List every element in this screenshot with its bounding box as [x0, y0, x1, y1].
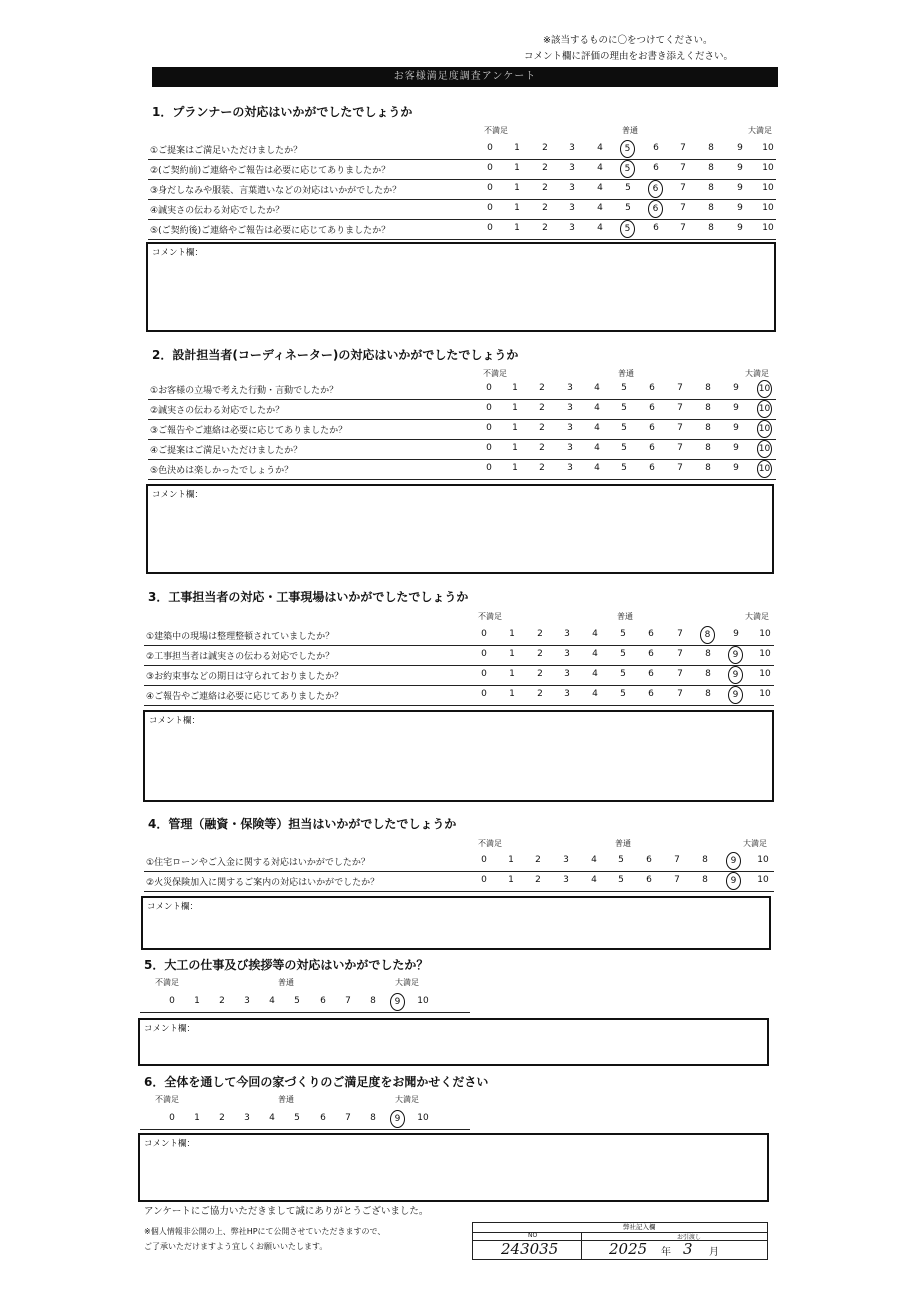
- section-title: 1．プランナーの対応はいかがでしたでしょうか: [152, 105, 413, 119]
- rating-option[interactable]: 6: [646, 875, 652, 885]
- survey-title: お客様満足度調査アンケート: [152, 67, 778, 87]
- rating-option[interactable]: 8: [702, 855, 708, 865]
- rating-option[interactable]: 1: [194, 996, 200, 1006]
- scale-label-mid: 普通: [278, 978, 294, 987]
- rating-option[interactable]: 9: [733, 403, 739, 413]
- rating-option-selected[interactable]: 10: [757, 420, 772, 438]
- question-text: ②誠実さの伝わる対応でしたか？: [150, 406, 285, 416]
- office-use-header: 弊社記入欄: [623, 1223, 656, 1231]
- rating-option-selected[interactable]: 6: [648, 180, 663, 198]
- rating-option[interactable]: 0: [486, 403, 492, 413]
- question-text: ④誠実さの伝わる対応でしたか？: [150, 206, 285, 216]
- rating-option[interactable]: 10: [757, 855, 769, 865]
- rating-option[interactable]: 7: [677, 443, 683, 453]
- rating-option[interactable]: 10: [759, 629, 771, 639]
- rating-option[interactable]: 8: [705, 689, 711, 699]
- rating-option[interactable]: 4: [597, 183, 603, 193]
- handover-year: 2025: [609, 1240, 648, 1258]
- rating-option[interactable]: 4: [594, 443, 600, 453]
- rating-option[interactable]: 2: [535, 855, 541, 865]
- privacy-note-1: ※個人情報非公開の上、弊社HPにて公開させていただきますので、: [144, 1227, 386, 1236]
- rating-option[interactable]: 5: [618, 855, 624, 865]
- question-row: [148, 400, 776, 420]
- rating-option[interactable]: 5: [625, 203, 631, 213]
- rating-option[interactable]: 3: [567, 383, 573, 393]
- rating-option[interactable]: 4: [594, 383, 600, 393]
- rating-option[interactable]: 3: [567, 403, 573, 413]
- rating-option[interactable]: 10: [762, 143, 774, 153]
- rating-option-selected[interactable]: 9: [390, 993, 405, 1011]
- rating-option[interactable]: 6: [649, 403, 655, 413]
- rating-option[interactable]: 4: [594, 423, 600, 433]
- rating-option-selected[interactable]: 10: [757, 460, 772, 478]
- rating-option[interactable]: 6: [653, 163, 659, 173]
- rating-option[interactable]: 7: [680, 143, 686, 153]
- rating-option[interactable]: 3: [567, 423, 573, 433]
- rating-option[interactable]: 3: [567, 463, 573, 473]
- rating-option[interactable]: 0: [487, 143, 493, 153]
- scale-label-high: 大満足: [743, 839, 767, 848]
- scale-label-high: 大満足: [748, 126, 772, 135]
- rating-option[interactable]: 1: [509, 629, 515, 639]
- rating-option[interactable]: 3: [244, 996, 250, 1006]
- rating-option[interactable]: 0: [487, 203, 493, 213]
- rating-option[interactable]: 5: [621, 463, 627, 473]
- rating-option[interactable]: 1: [514, 223, 520, 233]
- rating-option[interactable]: 3: [567, 443, 573, 453]
- rating-option[interactable]: 1: [509, 669, 515, 679]
- question-row: [144, 852, 774, 872]
- rating-option[interactable]: 7: [674, 855, 680, 865]
- rating-option[interactable]: 10: [759, 669, 771, 679]
- rating-option[interactable]: 0: [486, 383, 492, 393]
- rating-option[interactable]: 2: [542, 143, 548, 153]
- rating-option[interactable]: 8: [705, 649, 711, 659]
- rating-option[interactable]: 5: [625, 183, 631, 193]
- rating-option[interactable]: 7: [680, 223, 686, 233]
- question-text: ①お客様の立場で考えた行動・言動でしたか？: [150, 386, 339, 396]
- rating-option[interactable]: 1: [514, 163, 520, 173]
- rating-option[interactable]: 9: [733, 463, 739, 473]
- rating-option[interactable]: 4: [591, 855, 597, 865]
- question-row: [144, 666, 774, 686]
- rating-option[interactable]: 8: [708, 183, 714, 193]
- rating-option[interactable]: 5: [620, 649, 626, 659]
- question-text: ④ご報告やご連絡は必要に応じてありましたか？: [146, 692, 344, 702]
- rating-option[interactable]: 9: [737, 183, 743, 193]
- question-text: ⑤色決めは楽しかったでしょうか？: [150, 466, 294, 476]
- rating-option[interactable]: 0: [487, 183, 493, 193]
- comment-label: コメント欄：: [144, 1024, 196, 1034]
- comment-box[interactable]: [146, 242, 776, 332]
- scale-label-mid: 普通: [615, 839, 631, 848]
- rating-option[interactable]: 5: [621, 423, 627, 433]
- rating-option[interactable]: 8: [708, 203, 714, 213]
- rating-option[interactable]: 7: [680, 183, 686, 193]
- scale-label-low: 不満足: [478, 839, 502, 848]
- question-row: [144, 626, 774, 646]
- rating-option[interactable]: 1: [512, 403, 518, 413]
- rating-option[interactable]: 6: [649, 443, 655, 453]
- rating-option[interactable]: 0: [481, 629, 487, 639]
- rating-option[interactable]: 2: [537, 669, 543, 679]
- rating-option[interactable]: 8: [705, 423, 711, 433]
- rating-option[interactable]: 3: [564, 689, 570, 699]
- rating-option[interactable]: 3: [563, 875, 569, 885]
- rating-option[interactable]: 0: [481, 689, 487, 699]
- section-title: 6．全体を通して今回の家づくりのご満足度をお聞かせください: [144, 1075, 489, 1089]
- rating-option[interactable]: 5: [621, 403, 627, 413]
- rating-option[interactable]: 3: [244, 1113, 250, 1123]
- scale-label-low: 不満足: [483, 369, 507, 378]
- rating-option[interactable]: 4: [592, 649, 598, 659]
- scale-label-low: 不満足: [478, 612, 502, 621]
- question-row: [148, 160, 776, 180]
- rating-option[interactable]: 3: [564, 649, 570, 659]
- comment-label: コメント欄：: [152, 248, 204, 258]
- question-text: ③ご報告やご連絡は必要に応じてありましたか？: [150, 426, 348, 436]
- rating-option[interactable]: 8: [705, 669, 711, 679]
- rating-option[interactable]: 3: [569, 183, 575, 193]
- rating-option[interactable]: 6: [648, 649, 654, 659]
- rating-option[interactable]: 3: [569, 163, 575, 173]
- rating-option[interactable]: 1: [508, 875, 514, 885]
- scale-label-high: 大満足: [745, 369, 769, 378]
- rating-option[interactable]: 6: [649, 463, 655, 473]
- rating-option[interactable]: 6: [649, 423, 655, 433]
- rating-option-selected[interactable]: 8: [700, 626, 715, 644]
- rating-option[interactable]: 7: [680, 163, 686, 173]
- rating-option[interactable]: 10: [762, 203, 774, 213]
- rating-option[interactable]: 0: [481, 669, 487, 679]
- section-title: 3．工事担当者の対応・工事現場はいかがでしたでしょうか: [148, 590, 469, 604]
- rating-option[interactable]: 5: [621, 383, 627, 393]
- rating-option[interactable]: 2: [219, 996, 225, 1006]
- rating-option[interactable]: 7: [345, 1113, 351, 1123]
- rating-option[interactable]: 7: [680, 203, 686, 213]
- question-text: ①ご提案はご満足いただけましたか？: [150, 146, 303, 156]
- comment-box[interactable]: [143, 710, 774, 802]
- rating-option[interactable]: 7: [677, 669, 683, 679]
- question-row: [144, 646, 774, 666]
- comment-label: コメント欄：: [144, 1139, 196, 1149]
- rating-option[interactable]: 9: [737, 143, 743, 153]
- rating-option[interactable]: 0: [481, 855, 487, 865]
- rating-option[interactable]: 8: [370, 1113, 376, 1123]
- rating-option[interactable]: 3: [569, 143, 575, 153]
- rating-option-selected[interactable]: 9: [728, 686, 743, 704]
- rating-option[interactable]: 6: [648, 629, 654, 639]
- rating-option[interactable]: 0: [486, 463, 492, 473]
- question-text: ④ご提案はご満足いただけましたか？: [150, 446, 303, 456]
- rating-option[interactable]: 3: [563, 855, 569, 865]
- rating-option[interactable]: 1: [509, 689, 515, 699]
- rating-option[interactable]: 1: [509, 649, 515, 659]
- section-title: 2．設計担当者(コーディネーター)の対応はいかがでしたでしょうか: [152, 348, 519, 362]
- rating-option[interactable]: 5: [621, 443, 627, 453]
- customer-number: 243035: [501, 1240, 559, 1258]
- handover-column-header: お引渡し: [677, 1234, 702, 1241]
- rating-option[interactable]: 8: [708, 223, 714, 233]
- rating-option[interactable]: 9: [733, 383, 739, 393]
- rating-option[interactable]: 10: [762, 163, 774, 173]
- rating-option[interactable]: 5: [620, 669, 626, 679]
- rating-option[interactable]: 9: [733, 629, 739, 639]
- question-row: [140, 993, 470, 1013]
- rating-option[interactable]: 0: [487, 163, 493, 173]
- rating-option[interactable]: 3: [564, 669, 570, 679]
- rating-option[interactable]: 1: [512, 423, 518, 433]
- rating-option[interactable]: 0: [487, 223, 493, 233]
- rating-option[interactable]: 2: [539, 403, 545, 413]
- question-row: [148, 420, 776, 440]
- rating-option[interactable]: 9: [737, 223, 743, 233]
- comment-box[interactable]: [141, 896, 771, 950]
- rating-option[interactable]: 7: [677, 689, 683, 699]
- rating-option[interactable]: 6: [648, 669, 654, 679]
- question-text: ①建築中の現場は整理整頓されていましたか？: [146, 632, 335, 642]
- rating-option[interactable]: 4: [597, 223, 603, 233]
- question-text: ③身だしなみや服装、言葉遣いなどの対応はいかがでしたか？: [150, 186, 402, 196]
- rating-option[interactable]: 8: [705, 403, 711, 413]
- rating-option[interactable]: 5: [294, 1113, 300, 1123]
- rating-option[interactable]: 8: [370, 996, 376, 1006]
- question-text: ①住宅ローンやご入金に関する対応はいかがでしたか？: [146, 858, 370, 868]
- rating-option[interactable]: 0: [486, 423, 492, 433]
- rating-option[interactable]: 1: [514, 183, 520, 193]
- comment-label: コメント欄：: [149, 716, 201, 726]
- privacy-note-2: ご了承いただけますよう宜しくお願いいたします。: [144, 1242, 328, 1251]
- no-column-header: NO: [528, 1232, 538, 1239]
- rating-option-selected[interactable]: 10: [757, 400, 772, 418]
- rating-option[interactable]: 9: [733, 423, 739, 433]
- instruction-note: ※該当するものに〇をつけてください。: [543, 35, 713, 46]
- rating-option[interactable]: 3: [564, 629, 570, 639]
- rating-option[interactable]: 1: [512, 383, 518, 393]
- rating-option[interactable]: 2: [542, 203, 548, 213]
- rating-option[interactable]: 10: [759, 689, 771, 699]
- rating-option[interactable]: 8: [708, 143, 714, 153]
- rating-option-selected[interactable]: 9: [728, 666, 743, 684]
- question-text: ②火災保険加入に関するご案内の対応はいかがでしたか？: [146, 878, 380, 888]
- rating-option-selected[interactable]: 9: [390, 1110, 405, 1128]
- rating-option[interactable]: 6: [653, 143, 659, 153]
- rating-option[interactable]: 0: [169, 1113, 175, 1123]
- rating-option[interactable]: 4: [592, 689, 598, 699]
- rating-option[interactable]: 2: [219, 1113, 225, 1123]
- rating-option[interactable]: 2: [542, 183, 548, 193]
- month-unit: 月: [709, 1247, 719, 1258]
- rating-option[interactable]: 4: [597, 143, 603, 153]
- question-text: ②工事担当者は誠実さの伝わる対応でしたか？: [146, 652, 335, 662]
- rating-option-selected[interactable]: 9: [726, 872, 741, 890]
- section-title: 4．管理（融資・保険等）担当はいかがでしたでしょうか: [148, 817, 457, 831]
- rating-option-selected[interactable]: 9: [726, 852, 741, 870]
- scale-label-high: 大満足: [395, 978, 419, 987]
- rating-option[interactable]: 7: [677, 463, 683, 473]
- comment-box[interactable]: [146, 484, 774, 574]
- rating-option[interactable]: 4: [591, 875, 597, 885]
- rating-option[interactable]: 4: [597, 163, 603, 173]
- rating-option[interactable]: 9: [737, 203, 743, 213]
- question-row: [148, 220, 776, 240]
- rating-option[interactable]: 7: [345, 996, 351, 1006]
- question-row: [148, 140, 776, 160]
- rating-option[interactable]: 7: [674, 875, 680, 885]
- rating-option[interactable]: 1: [514, 143, 520, 153]
- rating-option[interactable]: 3: [569, 203, 575, 213]
- rating-option-selected[interactable]: 10: [757, 440, 772, 458]
- rating-option[interactable]: 7: [677, 649, 683, 659]
- rating-option[interactable]: 2: [537, 629, 543, 639]
- rating-option[interactable]: 0: [481, 649, 487, 659]
- rating-option[interactable]: 4: [594, 403, 600, 413]
- office-use-table: [472, 1222, 768, 1260]
- question-row: [144, 872, 774, 892]
- question-text: ③お約束事などの期日は守られておりましたか？: [146, 672, 344, 682]
- rating-option[interactable]: 2: [537, 649, 543, 659]
- comment-box[interactable]: [138, 1133, 769, 1202]
- rating-option[interactable]: 10: [762, 183, 774, 193]
- section-title: 5．大工の仕事及び挨拶等の対応はいかがでしたか？: [144, 958, 429, 972]
- rating-option[interactable]: 2: [537, 689, 543, 699]
- rating-option-selected[interactable]: 5: [620, 220, 635, 238]
- rating-option[interactable]: 6: [320, 996, 326, 1006]
- thanks-message: アンケートにご協力いただきまして誠にありがとうございました。: [144, 1206, 429, 1217]
- question-row: [148, 180, 776, 200]
- rating-option[interactable]: 7: [677, 423, 683, 433]
- rating-option[interactable]: 10: [759, 649, 771, 659]
- question-row: [148, 460, 776, 480]
- rating-option[interactable]: 7: [677, 383, 683, 393]
- scale-label-high: 大満足: [745, 612, 769, 621]
- rating-option[interactable]: 5: [294, 996, 300, 1006]
- rating-option[interactable]: 4: [592, 629, 598, 639]
- scale-label-low: 不満足: [484, 126, 508, 135]
- question-row: [144, 686, 774, 706]
- rating-option[interactable]: 1: [514, 203, 520, 213]
- question-row: [148, 440, 776, 460]
- rating-option[interactable]: 1: [194, 1113, 200, 1123]
- rating-option[interactable]: 7: [677, 403, 683, 413]
- rating-option-selected[interactable]: 5: [620, 140, 635, 158]
- rating-option[interactable]: 0: [486, 443, 492, 453]
- rating-option[interactable]: 5: [620, 629, 626, 639]
- rating-option[interactable]: 7: [677, 629, 683, 639]
- rating-option[interactable]: 8: [702, 875, 708, 885]
- rating-option[interactable]: 2: [539, 463, 545, 473]
- rating-option[interactable]: 2: [542, 163, 548, 173]
- rating-option[interactable]: 8: [708, 163, 714, 173]
- rating-option[interactable]: 6: [649, 383, 655, 393]
- rating-option[interactable]: 8: [705, 383, 711, 393]
- comment-box[interactable]: [138, 1018, 769, 1066]
- rating-option[interactable]: 6: [646, 855, 652, 865]
- handover-month: 3: [683, 1240, 693, 1258]
- scale-label-mid: 普通: [617, 612, 633, 621]
- rating-option[interactable]: 2: [542, 223, 548, 233]
- rating-option[interactable]: 10: [417, 1113, 429, 1123]
- rating-option[interactable]: 8: [705, 443, 711, 453]
- rating-option-selected[interactable]: 10: [757, 380, 772, 398]
- rating-option[interactable]: 4: [269, 1113, 275, 1123]
- instruction-note-comment: コメント欄に評価の理由をお書き添えください。: [524, 51, 734, 62]
- question-row: [140, 1110, 470, 1130]
- scale-label-low: 不満足: [155, 978, 179, 987]
- rating-option[interactable]: 8: [705, 463, 711, 473]
- scale-label-low: 不満足: [155, 1095, 179, 1104]
- rating-option[interactable]: 6: [648, 689, 654, 699]
- rating-option[interactable]: 2: [539, 443, 545, 453]
- question-row: [148, 380, 776, 400]
- rating-option[interactable]: 3: [569, 223, 575, 233]
- rating-option[interactable]: 4: [269, 996, 275, 1006]
- scale-label-high: 大満足: [395, 1095, 419, 1104]
- comment-label: コメント欄：: [147, 902, 199, 912]
- scale-label-mid: 普通: [618, 369, 634, 378]
- rating-option[interactable]: 2: [539, 383, 545, 393]
- question-row: [148, 200, 776, 220]
- rating-option[interactable]: 4: [597, 203, 603, 213]
- rating-option[interactable]: 6: [320, 1113, 326, 1123]
- rating-option[interactable]: 2: [539, 423, 545, 433]
- rating-option[interactable]: 0: [169, 996, 175, 1006]
- question-text: ②(ご契約前)ご連絡やご報告は必要に応じてありましたか？: [150, 166, 391, 176]
- scale-label-mid: 普通: [278, 1095, 294, 1104]
- rating-option[interactable]: 1: [512, 443, 518, 453]
- rating-option[interactable]: 4: [594, 463, 600, 473]
- rating-option[interactable]: 10: [762, 223, 774, 233]
- rating-option[interactable]: 2: [535, 875, 541, 885]
- scale-label-mid: 普通: [622, 126, 638, 135]
- rating-option[interactable]: 9: [733, 443, 739, 453]
- rating-option[interactable]: 10: [757, 875, 769, 885]
- rating-option-selected[interactable]: 9: [728, 646, 743, 664]
- rating-option[interactable]: 0: [481, 875, 487, 885]
- year-unit: 年: [661, 1247, 671, 1258]
- rating-option[interactable]: 4: [592, 669, 598, 679]
- rating-option[interactable]: 1: [508, 855, 514, 865]
- rating-option[interactable]: 9: [737, 163, 743, 173]
- rating-option-selected[interactable]: 6: [648, 200, 663, 218]
- rating-option[interactable]: 5: [620, 689, 626, 699]
- rating-option[interactable]: 1: [512, 463, 518, 473]
- rating-option[interactable]: 6: [653, 223, 659, 233]
- comment-label: コメント欄：: [152, 490, 204, 500]
- rating-option[interactable]: 10: [417, 996, 429, 1006]
- rating-option-selected[interactable]: 5: [620, 160, 635, 178]
- rating-option[interactable]: 5: [618, 875, 624, 885]
- question-text: ⑤(ご契約後)ご連絡やご報告は必要に応じてありましたか？: [150, 226, 391, 236]
